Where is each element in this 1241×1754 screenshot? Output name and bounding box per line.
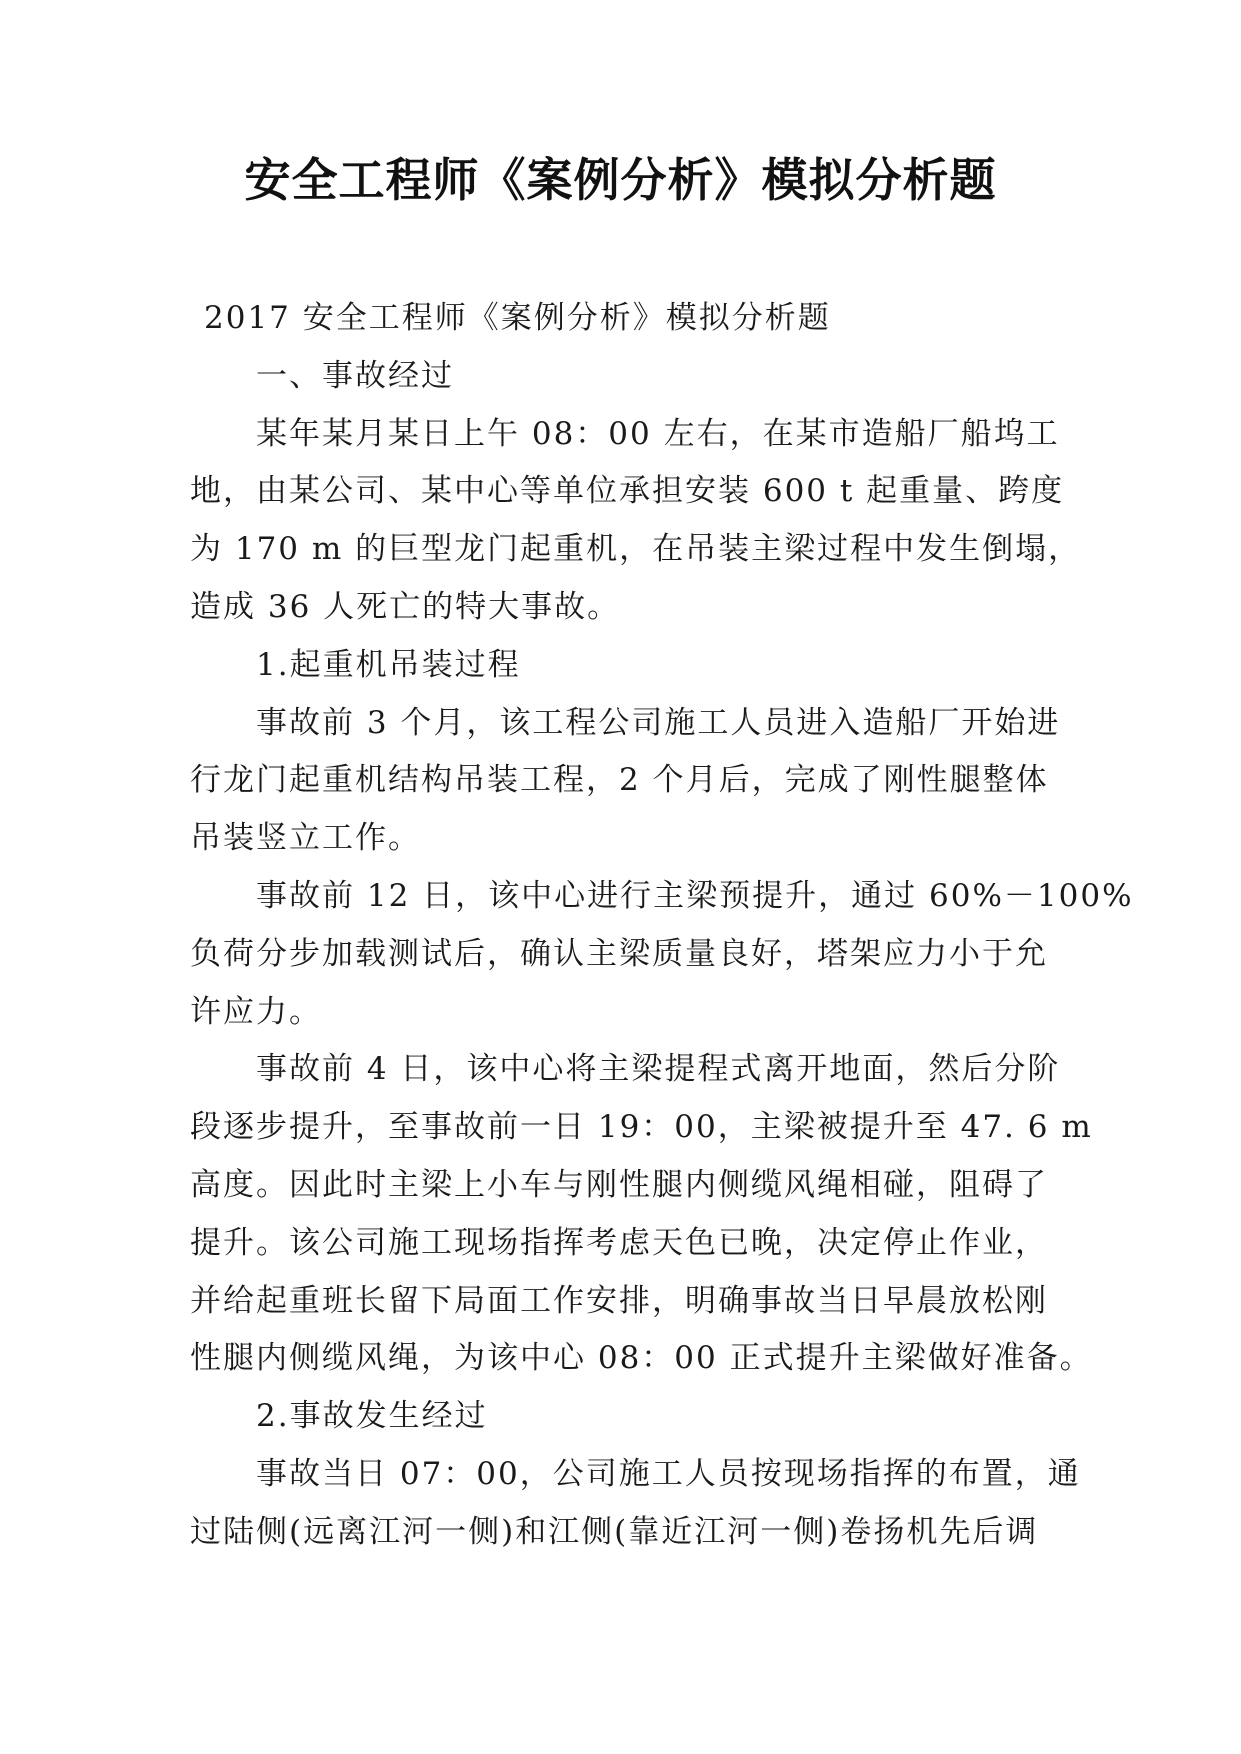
document-body — [190, 290, 1134, 1562]
section-heading: 一、事故经过 — [256, 357, 454, 394]
paragraph-line: 负荷分步加载测试后，确认主梁质量良好，塔架应力小于允 — [190, 935, 1048, 972]
paragraph-line: 事故前 4 日，该中心将主梁提程式离开地面，然后分阶 — [256, 1051, 1061, 1088]
paragraph-line: 提升。该公司施工现场指挥考虑天色已晚，决定停止作业， — [190, 1224, 1048, 1261]
paragraph-line: 事故前 3 个月，该工程公司施工人员进入造船厂开始进 — [256, 704, 1061, 741]
paragraph-line: 某年某月某日上午 08：00 左右，在某市造船厂船坞工 — [256, 415, 1060, 452]
paragraph-line: 过陆侧(远离江河一侧)和江侧(靠近江河一侧)卷扬机先后调 — [190, 1513, 1039, 1550]
subsection-heading: 1.起重机吊装过程 — [256, 646, 521, 683]
paragraph-line: 事故前 12 日，该中心进行主梁预提升，通过 60%－100% — [256, 877, 1134, 914]
paragraph-line: 吊装竖立工作。 — [190, 820, 421, 857]
document-title: 安全工程师《案例分析》模拟分析题 — [244, 153, 997, 207]
document-subtitle: 2017 安全工程师《案例分析》模拟分析题 — [204, 300, 831, 336]
paragraph-line: 并给起重班长留下局面工作安排，明确事故当日早晨放松刚 — [190, 1282, 1048, 1319]
paragraph-line: 行龙门起重机结构吊装工程，2 个月后，完成了刚性腿整体 — [190, 762, 1049, 799]
paragraph-line: 许应力。 — [190, 993, 322, 1030]
paragraph-line: 造成 36 人死亡的特大事故。 — [190, 588, 621, 625]
paragraph-line: 段逐步提升，至事故前一日 19：00，主梁被提升至 47. 6 m — [190, 1109, 1093, 1146]
paragraph-line: 地，由某公司、某中心等单位承担安装 600 t 起重量、跨度 — [190, 473, 1065, 510]
paragraph-line: 性腿内侧缆风绳，为该中心 08：00 正式提升主梁做好准备。 — [190, 1340, 1093, 1377]
paragraph-line: 为 170 m 的巨型龙门起重机，在吊装主梁过程中发生倒塌， — [190, 531, 1082, 568]
paragraph-line: 高度。因此时主梁上小车与刚性腿内侧缆风绳相碰，阻碍了 — [190, 1166, 1048, 1203]
subsection-heading: 2.事故发生经过 — [256, 1398, 488, 1435]
paragraph-line: 事故当日 07：00，公司施工人员按现场指挥的布置，通 — [256, 1455, 1081, 1492]
